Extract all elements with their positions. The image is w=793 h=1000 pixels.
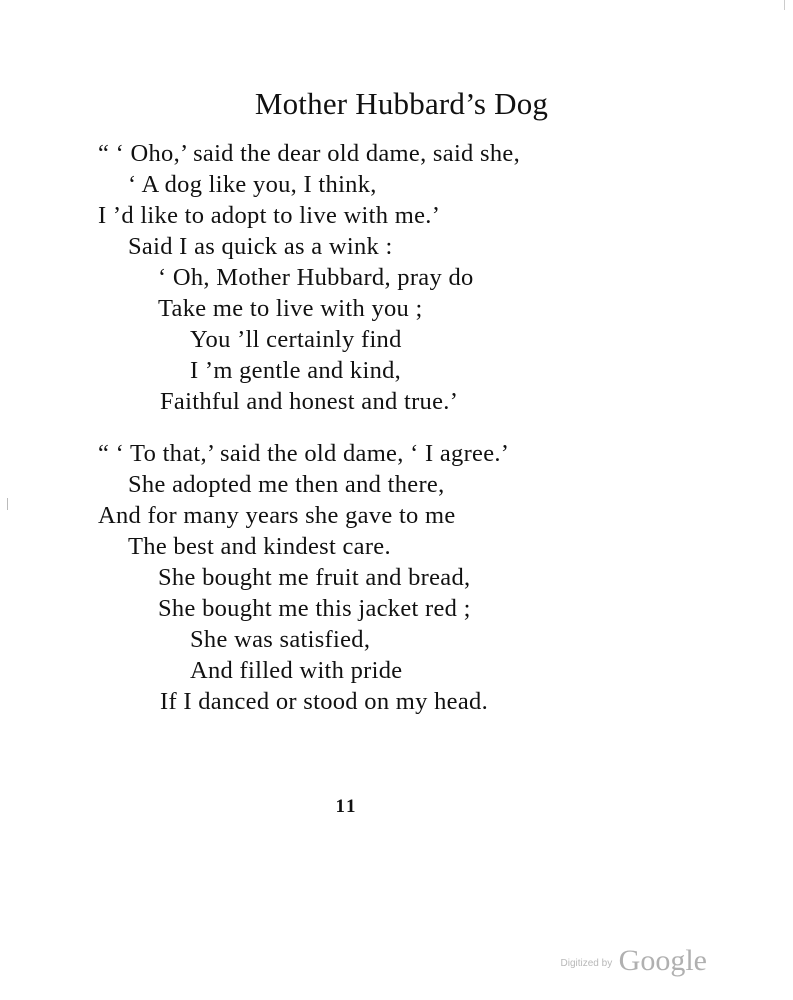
digitized-watermark bbox=[561, 944, 707, 978]
poem-line: ‘ A dog like you, I think, bbox=[128, 171, 377, 198]
poem-line: She adopted me then and there, bbox=[128, 471, 445, 498]
poem-line: And for many years she gave to me bbox=[98, 502, 456, 529]
poem-line: I ’m gentle and kind, bbox=[190, 357, 402, 384]
poem-line: I ’d like to adopt to live with me.’ bbox=[98, 202, 441, 229]
poem-line: “ ‘ To that,’ said the old dame, ‘ I agree.’ bbox=[98, 440, 510, 467]
poem-line: You ’ll certainly find bbox=[190, 326, 402, 353]
watermark-prefix: Digitized by bbox=[560, 958, 613, 969]
poem-line: She bought me fruit and bread, bbox=[158, 564, 471, 591]
poem-line: ‘ Oh, Mother Hubbard, pray do bbox=[158, 264, 474, 291]
poem-line: Faithful and honest and true.’ bbox=[160, 388, 459, 415]
poem-line: And filled with pride bbox=[190, 657, 403, 684]
poem-line: The best and kindest care. bbox=[128, 533, 391, 560]
poem-line: She was satisfied, bbox=[190, 626, 371, 653]
poem-line: Take me to live with you ; bbox=[158, 295, 423, 322]
poem-line: She bought me this jacket red ; bbox=[158, 595, 471, 622]
poem-line: “ ‘ Oho,’ said the dear old dame, said she, bbox=[98, 140, 521, 167]
poem-line: If I danced or stood on my head. bbox=[160, 688, 489, 715]
scan-gutter-mark bbox=[7, 498, 8, 510]
page-title: Mother Hubbard’s Dog bbox=[254, 86, 549, 121]
poem-line: Said I as quick as a wink : bbox=[128, 233, 393, 260]
page-number: 11 bbox=[335, 796, 358, 817]
google-logo: Google bbox=[618, 944, 707, 977]
scan-corner-mark bbox=[784, 0, 785, 10]
